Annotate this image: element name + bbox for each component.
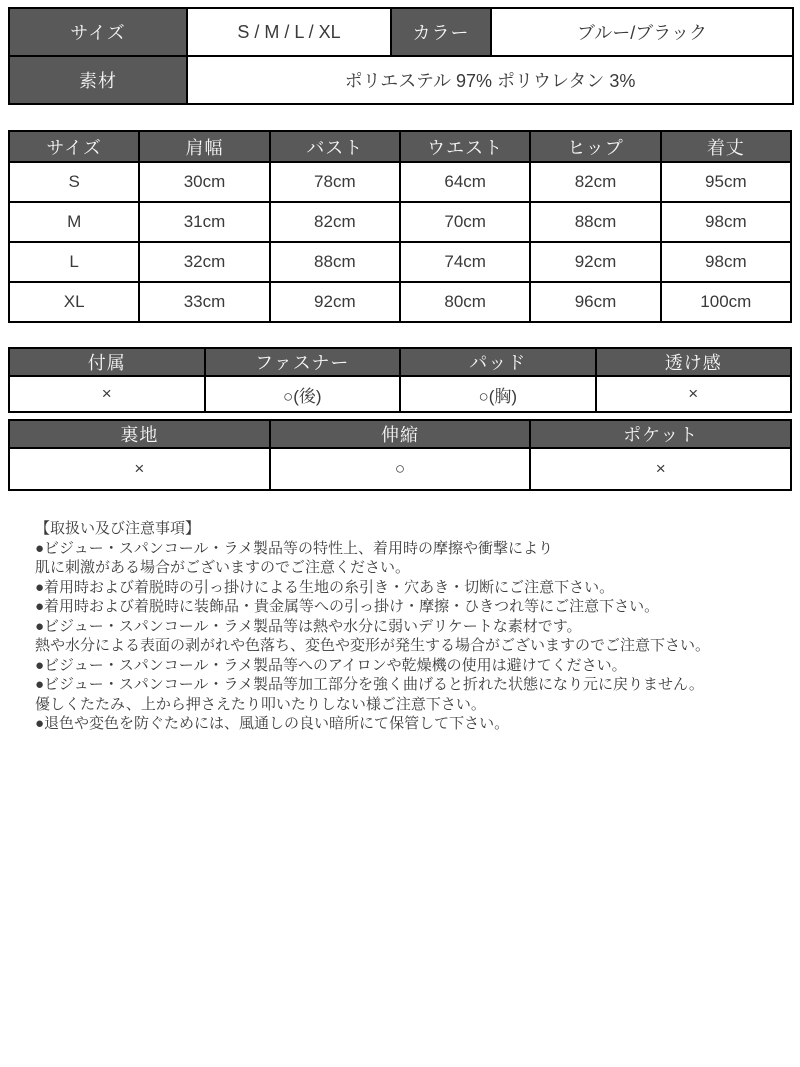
cell-shoulder: 32cm — [139, 242, 269, 282]
table-row-size-l — [9, 242, 791, 282]
col-header-waist: ウエスト — [400, 131, 530, 162]
care-notes-title: 【取扱い及び注意事項】 — [35, 520, 201, 537]
cell-shoulder: 31cm — [139, 202, 269, 242]
product-spec-table — [8, 7, 794, 105]
table-row-size-xl — [9, 282, 791, 322]
spec-row-size-color — [9, 8, 793, 56]
care-note-line: 優しくたたみ、上から押さえたり叩いたりしない様ご注意下さい。 — [35, 695, 486, 713]
col-header-stretch: 伸縮 — [270, 420, 531, 448]
care-note-line: ●ビジュー・スパンコール・ラメ製品等へのアイロンや乾燥機の使用は避けてください。 — [35, 656, 627, 674]
color-label-cell: カラー — [391, 8, 491, 56]
table-row-size-m — [9, 202, 791, 242]
cell-waist: 70cm — [400, 202, 530, 242]
material-label-cell: 素材 — [9, 56, 187, 104]
cell-bust: 88cm — [270, 242, 400, 282]
features-table-a — [8, 347, 792, 413]
care-note-line: 肌に刺激がある場合がございますのでご注意ください。 — [35, 559, 411, 576]
col-header-bust: バスト — [270, 131, 400, 162]
cell-size: XL — [9, 282, 139, 322]
care-note-line: ●着用時および着脱時の引っ掛けによる生地の糸引き・穴あき・切断にご注意下さい。 — [35, 578, 615, 596]
cell-pocket: × — [530, 448, 791, 490]
care-note-line: ●ビジュー・スパンコール・ラメ製品等の特性上、着用時の摩擦や衝撃により — [35, 539, 554, 557]
cell-waist: 64cm — [400, 162, 530, 202]
cell-shoulder: 30cm — [139, 162, 269, 202]
col-header-hip: ヒップ — [530, 131, 660, 162]
col-header-length: 着丈 — [661, 131, 791, 162]
features-a-header-row — [9, 348, 791, 376]
care-notes — [8, 519, 792, 734]
material-value-cell: ポリエステル 97% ポリウレタン 3% — [187, 56, 793, 104]
cell-bust: 78cm — [270, 162, 400, 202]
features-table-b — [8, 419, 792, 491]
cell-accessory: × — [9, 376, 205, 412]
cell-size: L — [9, 242, 139, 282]
cell-hip: 92cm — [530, 242, 660, 282]
cell-size: M — [9, 202, 139, 242]
cell-waist: 80cm — [400, 282, 530, 322]
cell-bust: 82cm — [270, 202, 400, 242]
care-note-line: ●退色や変色を防ぐためには、風通しの良い暗所にて保管して下さい。 — [35, 715, 510, 732]
col-header-fastener: ファスナー — [205, 348, 401, 376]
cell-bust: 92cm — [270, 282, 400, 322]
col-header-pocket: ポケット — [530, 420, 791, 448]
care-note-line: ●ビジュー・スパンコール・ラメ製品等は熱や水分に弱いデリケートな素材です。 — [35, 617, 582, 635]
cell-pad: ○(胸) — [400, 376, 596, 412]
col-header-lining: 裏地 — [9, 420, 270, 448]
cell-stretch: ○ — [270, 448, 531, 490]
table-row-size-s — [9, 162, 791, 202]
col-header-sheerness: 透け感 — [596, 348, 792, 376]
care-note-line: ●着用時および着脱時に装飾品・貴金属等への引っ掛け・摩擦・ひきつれ等にご注意下さい。 — [35, 598, 660, 615]
size-chart-header-row — [9, 131, 791, 162]
cell-size: S — [9, 162, 139, 202]
cell-sheerness: × — [596, 376, 792, 412]
col-header-shoulder: 肩幅 — [139, 131, 269, 162]
col-header-pad: パッド — [400, 348, 596, 376]
cell-waist: 74cm — [400, 242, 530, 282]
cell-shoulder: 33cm — [139, 282, 269, 322]
cell-lining: × — [9, 448, 270, 490]
size-value-cell: S / M / L / XL — [187, 8, 391, 56]
cell-length: 95cm — [661, 162, 791, 202]
cell-length: 100cm — [661, 282, 791, 322]
col-header-size: サイズ — [9, 131, 139, 162]
care-note-line: ●ビジュー・スパンコール・ラメ製品等加工部分を強く曲げると折れた状態になり元に戻りません。 — [35, 676, 704, 693]
cell-hip: 96cm — [530, 282, 660, 322]
features-b-header-row — [9, 420, 791, 448]
care-note-line: 熱や水分による表面の剥がれや色落ち、変色や変形が発生する場合がございますのでご注意下さい。 — [35, 637, 711, 654]
col-header-accessory: 付属 — [9, 348, 205, 376]
cell-hip: 88cm — [530, 202, 660, 242]
cell-length: 98cm — [661, 202, 791, 242]
color-value-cell: ブルー/ブラック — [491, 8, 793, 56]
size-measurement-table — [8, 130, 792, 323]
features-b-value-row — [9, 448, 791, 490]
cell-length: 98cm — [661, 242, 791, 282]
size-label-cell: サイズ — [9, 8, 187, 56]
features-a-value-row — [9, 376, 791, 412]
spec-row-material — [9, 56, 793, 104]
cell-fastener: ○(後) — [205, 376, 401, 412]
cell-hip: 82cm — [530, 162, 660, 202]
